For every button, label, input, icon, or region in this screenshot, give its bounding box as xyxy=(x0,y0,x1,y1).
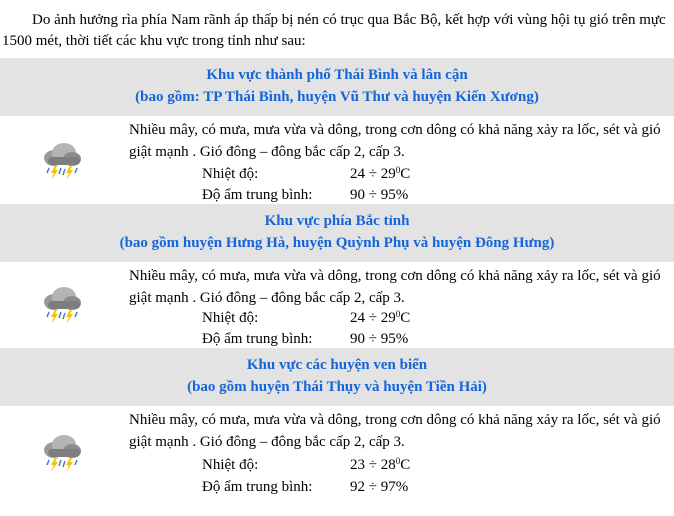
region-header-coastal xyxy=(0,348,674,406)
region-title: Khu vực thành phố Thái Bình và lân cận xyxy=(206,67,468,83)
temperature-value: $23 \div 28^0C$ xyxy=(350,456,411,473)
region-header-north xyxy=(0,204,674,262)
temperature-value: $24 \div 29^0C$ xyxy=(350,165,411,182)
humidity-label: Độ ẩm trung bình: xyxy=(202,479,313,495)
region-forecast-north xyxy=(0,262,674,350)
forecast-description: Nhiều mây, có mưa, mưa vừa và dông, trong cơn dông có khả năng xảy ra lốc, sét và gió giật mạnh . Gió đông – đông bắc cấp 2, cấp 3. xyxy=(129,268,661,306)
region-subtitle: (bao gồm: TP Thái Bình, huyện Vũ Thư và huyện Kiến Xương) xyxy=(135,89,539,105)
temperature-value: $24 \div 29^0C$ xyxy=(350,309,411,326)
rain-thunder-cloud-icon xyxy=(40,138,84,182)
region-header-thai-binh xyxy=(0,58,674,116)
region-forecast-coastal xyxy=(0,406,674,516)
temperature-label: Nhiệt độ: xyxy=(202,166,259,182)
humidity-value: 90 ÷ 95% xyxy=(350,187,409,203)
region-subtitle: (bao gồm huyện Thái Thụy và huyện Tiền Hải) xyxy=(187,379,487,395)
humidity-value: 90 ÷ 95% xyxy=(350,331,409,347)
region-title: Khu vực phía Bắc tỉnh xyxy=(264,213,410,229)
humidity-label: Độ ẩm trung bình: xyxy=(202,331,313,347)
region-forecast-thai-binh xyxy=(0,116,674,206)
humidity-value: 92 ÷ 97% xyxy=(350,479,409,495)
region-subtitle: (bao gồm huyện Hưng Hà, huyện Quỳnh Phụ và huyện Đông Hưng) xyxy=(119,235,555,251)
temperature-label: Nhiệt độ: xyxy=(202,457,259,473)
region-title: Khu vực các huyện ven biển xyxy=(246,357,428,373)
temperature-label: Nhiệt độ: xyxy=(202,310,259,326)
rain-thunder-cloud-icon xyxy=(40,282,84,326)
rain-thunder-cloud-icon xyxy=(40,430,84,474)
humidity-label: Độ ẩm trung bình: xyxy=(202,187,313,203)
forecast-description: Nhiều mây, có mưa, mưa vừa và dông, trong cơn dông có khả năng xảy ra lốc, sét và gió giật mạnh . Gió đông – đông bắc cấp 2, cấp 3. xyxy=(129,122,661,160)
forecast-description: Nhiều mây, có mưa, mưa vừa và dông, trong cơn dông có khả năng xảy ra lốc, sét và gió giật mạnh . Gió đông – đông bắc cấp 2, cấp 3. xyxy=(129,412,661,450)
intro-paragraph: Do ảnh hưởng rìa phía Nam rãnh áp thấp bị nén có trục qua Bắc Bộ, kết hợp với vùng hội tụ gió trên mực 1500 mét, thời tiết các khu vực trong tỉnh như sau: xyxy=(2,12,666,49)
